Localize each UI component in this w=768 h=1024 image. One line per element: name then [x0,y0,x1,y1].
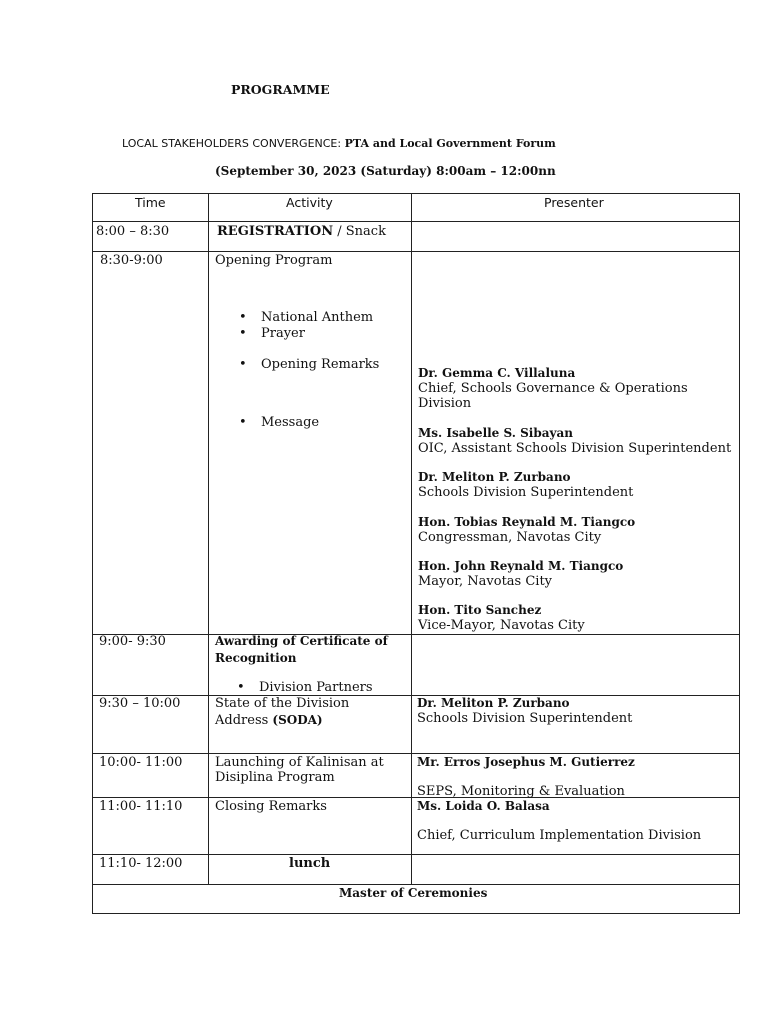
forum-title [122,137,556,150]
row-time: 11:10- 12:00 [99,856,183,871]
row-activity [215,696,349,728]
row-activity [217,224,386,239]
presenter-block [418,470,633,500]
row-time: 9:30 – 10:00 [99,696,181,711]
presenter-role: Chief, Curriculum Implementation Division [417,828,702,843]
table-rule [92,695,740,696]
table-rule [92,251,740,252]
bullet-item: • Division Partners [259,680,373,695]
row-activity [215,634,388,666]
presenter-name: Hon. Tito Sanchez [418,603,542,617]
presenter-role: Schools Division Superintendent [417,711,633,726]
activity-line: State of the Division [215,696,350,711]
column-divider [411,193,412,885]
table-rule [92,884,740,885]
presenter-role: SEPS, Monitoring & Evaluation [417,784,625,799]
presenter-role: Chief, Schools Governance & Operations [418,381,688,396]
presenter-block [418,559,623,589]
row-activity: Opening Program [215,253,333,268]
column-header-activity: Activity [286,195,333,210]
column-divider [208,193,209,885]
presenter-role: OIC, Assistant Schools Division Superintendent [418,441,732,456]
row-time: 8:30-9:00 [100,253,163,268]
forum-title-prefix: LOCAL STAKEHOLDERS CONVERGENCE: [122,137,345,150]
presenter-name: Dr. Meliton P. Zurbano [417,696,570,710]
bullet-item: • Prayer [261,326,305,341]
table-rule [92,221,740,222]
activity-line [215,713,349,728]
activity-line: Recognition [215,651,297,665]
activity-line: Disiplina Program [215,770,335,785]
activity-line: Launching of Kalinisan at [215,755,384,770]
presenter-role: Vice-Mayor, Navotas City [418,618,585,633]
presenter-block [418,603,585,633]
master-of-ceremonies: Master of Ceremonies [339,886,488,900]
presenter-name: Mr. Erros Josephus M. Gutierrez [417,755,635,769]
activity-line: Awarding of Certificate of [215,634,388,648]
presenter-role: Schools Division Superintendent [418,485,634,500]
column-header-time: Time [135,195,166,210]
table-rule [92,854,740,855]
presenter-block [418,426,731,456]
presenter-role: Congressman, Navotas City [418,530,602,545]
row-time: 8:00 – 8:30 [96,224,170,239]
activity-bold: REGISTRATION [217,224,334,239]
activity-rest: / Snack [333,224,386,239]
presenter-block [417,696,632,726]
programme-title: PROGRAMME [231,82,330,97]
presenter-name: Dr. Meliton P. Zurbano [418,470,571,484]
presenter-name: Hon. Tobias Reynald M. Tiangco [418,515,636,529]
presenter-role: Division [418,396,472,411]
bullet-item: • National Anthem [261,310,373,325]
table-rule [92,634,740,635]
column-header-presenter: Presenter [544,195,604,210]
presenter-name: Hon. John Reynald M. Tiangco [418,559,624,573]
forum-title-bold: PTA and Local Government Forum [344,137,556,150]
presenter-role: Mayor, Navotas City [418,574,553,589]
table-border-top [92,193,740,194]
row-time: 11:00- 11:10 [99,799,183,814]
activity-rest: Address [215,713,273,728]
row-activity: lunch [289,856,331,871]
activity-bold: (SODA) [272,713,323,727]
bullet-item: • Opening Remarks [261,357,379,372]
table-rule [92,797,740,798]
presenter-name: Ms. Isabelle S. Sibayan [418,426,573,440]
table-border-right [739,193,740,914]
bullet-item: • Message [261,415,319,430]
table-rule [92,753,740,754]
presenter-name: Dr. Gemma C. Villaluna [418,366,576,380]
table-border-bottom [92,913,740,914]
presenter-block [418,366,688,411]
row-time: 10:00- 11:00 [99,755,183,770]
row-activity [215,755,384,785]
row-activity: Closing Remarks [215,799,327,814]
presenter-block [418,515,635,545]
presenter-name: Ms. Loida O. Balasa [417,799,550,813]
date-line: (September 30, 2023 (Saturday) 8:00am – 12:00nn [215,164,556,178]
table-border-left [92,193,93,914]
row-time: 9:00- 9:30 [99,634,166,649]
